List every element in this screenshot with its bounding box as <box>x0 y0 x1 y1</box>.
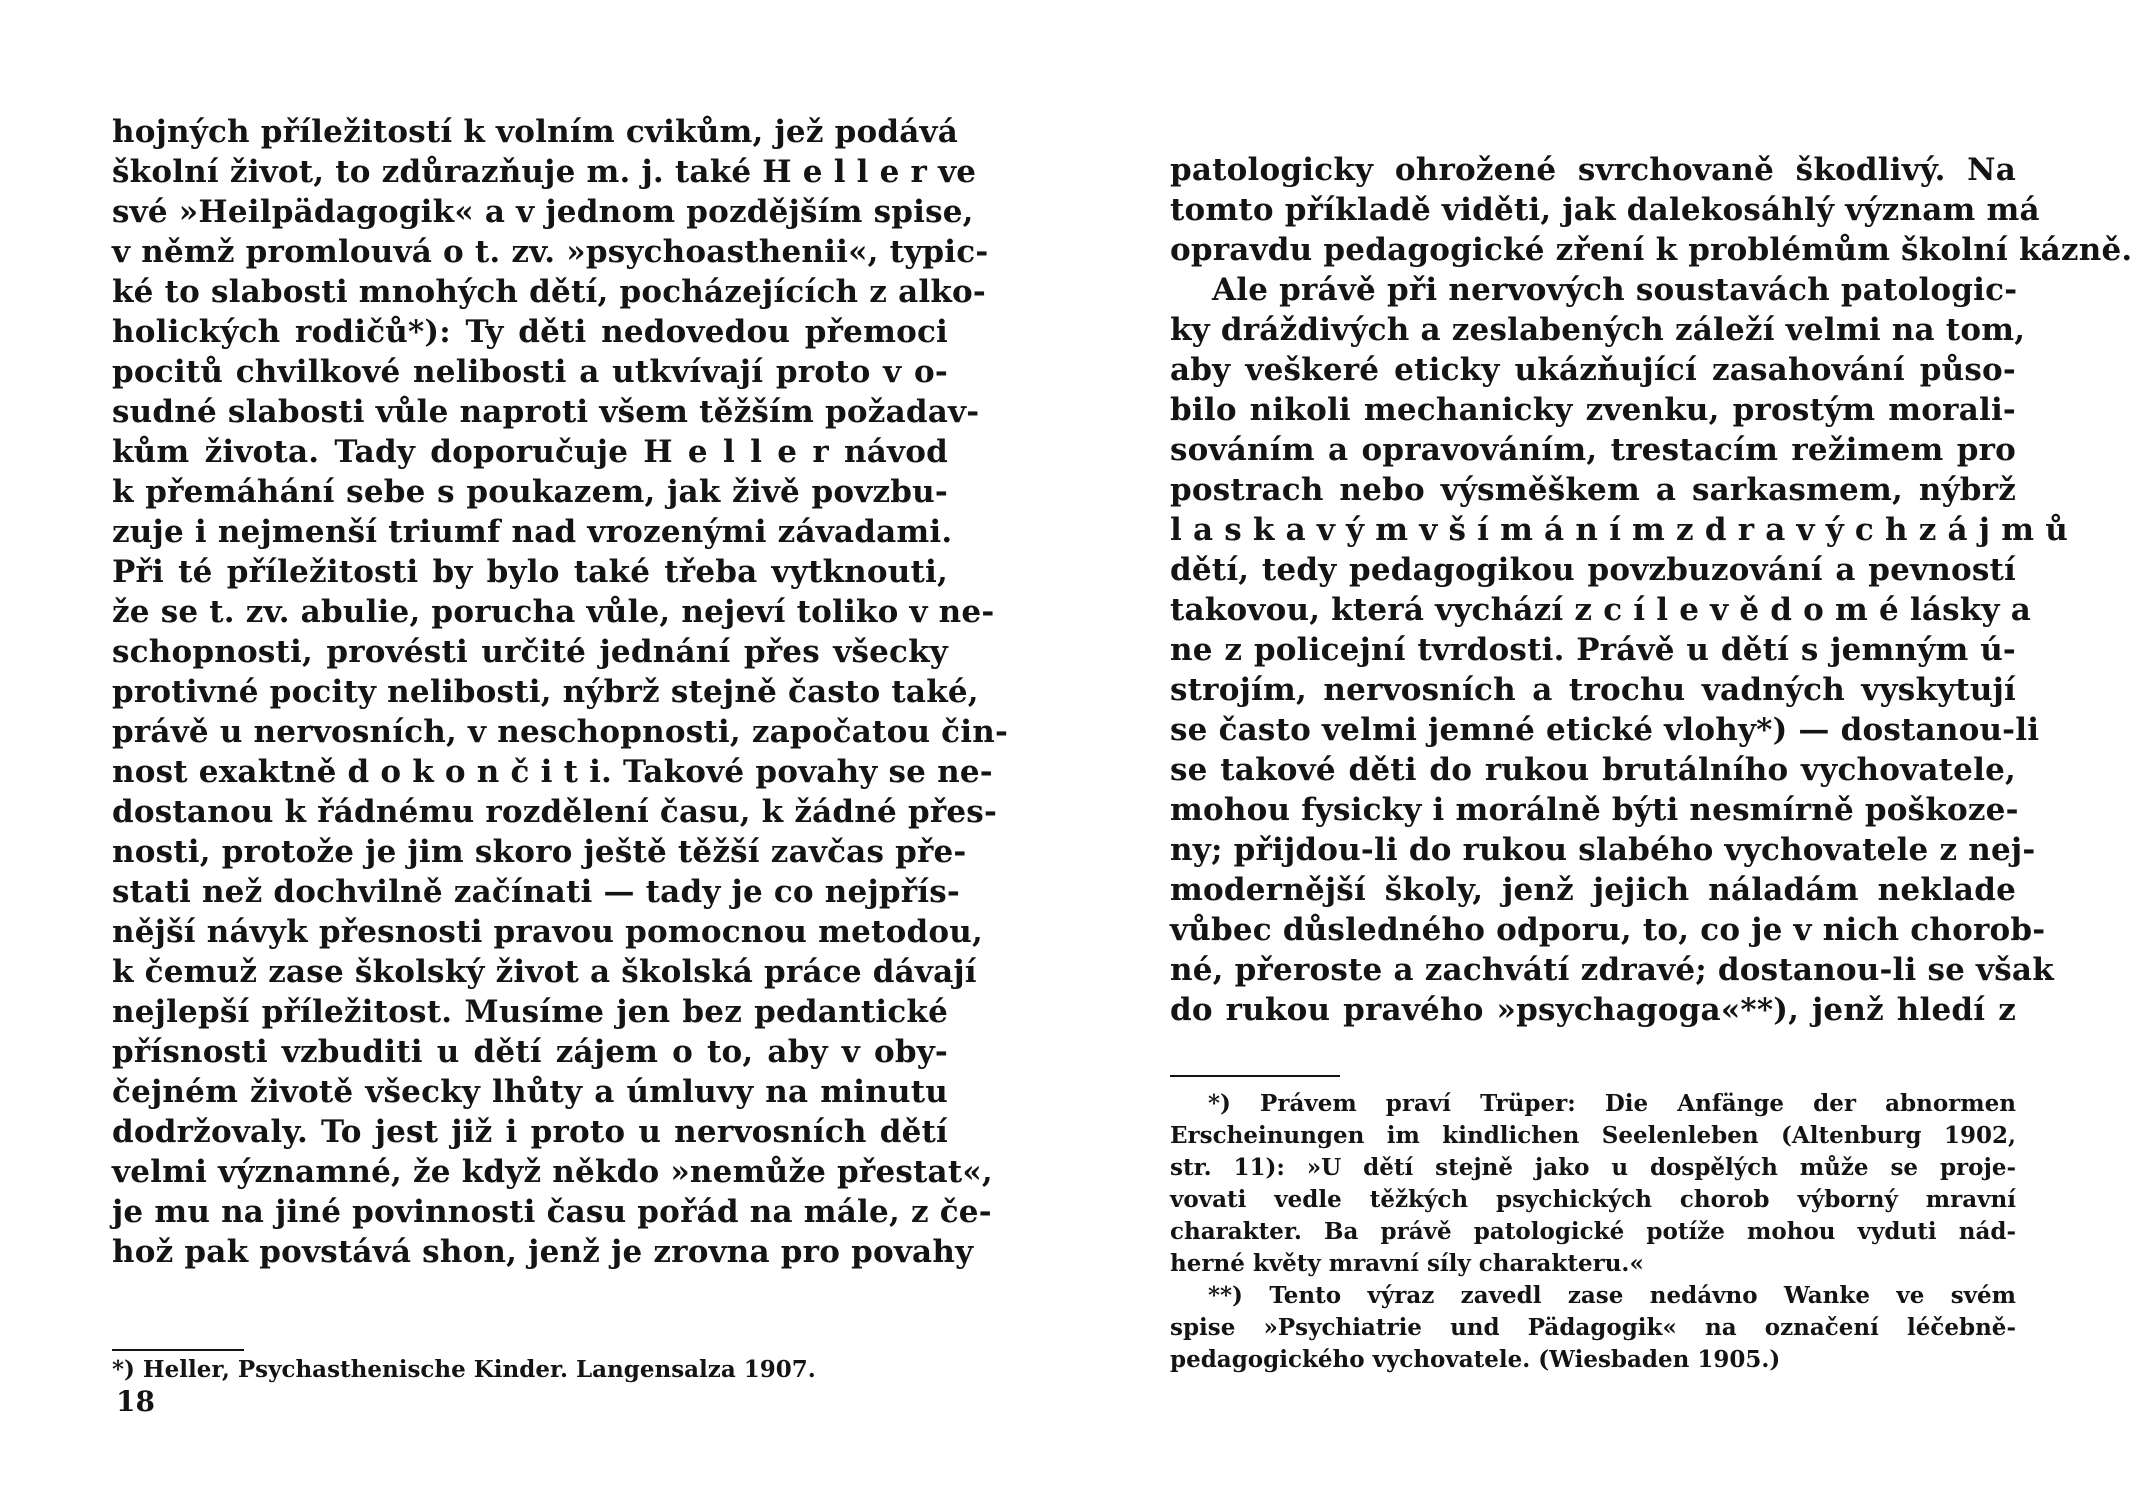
text-line: pocitů chvilkové nelibosti a utkvívají proto v o- <box>112 354 948 390</box>
text-line: své »Heilpädagogik« a v jednom pozdějším spise, <box>112 194 974 230</box>
text-line: protivné pocity nelibosti, nýbrž stejně často také, <box>112 674 979 710</box>
footnote-divider <box>1170 1075 1340 1077</box>
footnote-line: herné květy mravní síly charakteru.« <box>1170 1250 1644 1277</box>
footnote-line: *) Právem praví Trüper: Die Anfänge der abnormen <box>1208 1090 2016 1117</box>
text-line: stati než dochvilně začínati — tady je co nejpřís- <box>112 874 960 910</box>
text-line: hož pak povstává shon, jenž je zrovna pro povahy <box>112 1234 974 1270</box>
text-line: sudné slabosti vůle naproti všem těžším požadav- <box>112 394 980 430</box>
text-line: ny; přijdou-li do rukou slabého vychovatele z nej- <box>1170 832 2036 868</box>
text-line: postrach nebo výsměškem a sarkasmem, nýbrž <box>1170 472 2016 508</box>
text-line: velmi významné, že když někdo »nemůže přestat«, <box>112 1154 993 1190</box>
text-line: se takové děti do rukou brutálního vychovatele, <box>1170 752 2016 788</box>
footnote-line: str. 11): »U dětí stejně jako u dospělých může se proje- <box>1170 1154 2016 1181</box>
text-line: Při té příležitosti by bylo také třeba vytknouti, <box>112 554 948 590</box>
text-line: ké to slabosti mnohých dětí, pocházejících z alko- <box>112 274 986 310</box>
right-body-text <box>1170 150 2132 1030</box>
footnote-line: pedagogického vychovatele. (Wiesbaden 1905.) <box>1170 1346 1781 1373</box>
text-line: takovou, která vychází z c í l e v ě d o m é lásky a <box>1170 592 2031 628</box>
footnote-line: **) Tento výraz zavedl zase nedávno Wanke ve svém <box>1208 1282 2016 1309</box>
text-line: opravdu pedagogické zření k problémům školní kázně. <box>1170 232 2132 268</box>
text-line: přísnosti vzbuditi u dětí zájem o to, aby v oby- <box>112 1034 948 1070</box>
text-line: nejlepší příležitost. Musíme jen bez pedantické <box>112 994 948 1030</box>
text-line: k čemuž zase školský život a školská práce dávají <box>112 954 977 990</box>
text-line: do rukou pravého »psychagoga«**), jenž hledí z <box>1170 992 2016 1028</box>
footnote-line: vovati vedle těžkých psychických chorob výborný mravní <box>1170 1186 2016 1213</box>
text-line: ky dráždivých a zeslabených záleží velmi na tom, <box>1170 312 2026 348</box>
left-footnotes <box>112 1354 948 1386</box>
text-line: se často velmi jemné etické vlohy*) — dostanou-li <box>1170 712 2040 748</box>
text-line: dodržovaly. To jest již i proto u nervosních dětí <box>112 1114 948 1150</box>
text-line: dostanou k řádnému rozdělení času, k žádné přes- <box>112 794 998 830</box>
text-line: bilo nikoli mechanicky zvenku, prostým morali- <box>1170 392 2016 428</box>
footnote-line: *) Heller, Psychasthenische Kinder. Langensalza 1907. <box>112 1356 816 1383</box>
page-number: 18 <box>116 1385 155 1418</box>
footnote-divider <box>112 1349 244 1351</box>
footnote-line: Erscheinungen im kindlichen Seelenleben (Altenburg 1902, <box>1170 1122 2016 1149</box>
text-line: že se t. zv. abulie, porucha vůle, nejeví toliko v ne- <box>112 594 995 630</box>
text-line: školní život, to zdůrazňuje m. j. také H e l l e r ve <box>112 154 977 190</box>
text-line: né, přeroste a zachvátí zdravé; dostanou-li se však <box>1170 952 2054 988</box>
footnote-line: charakter. Ba právě patologické potíže mohou vyduti nád- <box>1170 1218 2016 1245</box>
text-line: holických rodičů*): Ty děti nedovedou přemoci <box>112 314 948 350</box>
text-line: Ale právě při nervových soustavách patologic- <box>1212 272 2018 308</box>
text-line: modernější školy, jenž jejich náladám neklade <box>1170 872 2016 908</box>
text-line: k přemáhání sebe s poukazem, jak živě povzbu- <box>112 474 948 510</box>
text-line: ne z policejní tvrdosti. Právě u dětí s jemným ú- <box>1170 632 2016 668</box>
right-footnotes <box>1170 1088 2016 1376</box>
text-line: nější návyk přesnosti pravou pomocnou metodou, <box>112 914 983 950</box>
text-line: schopnosti, provésti určité jednání přes všecky <box>112 634 948 670</box>
left-page <box>0 0 1052 1500</box>
text-line: čejném životě všecky lhůty a úmluvy na minutu <box>112 1074 948 1110</box>
text-line: mohou fysicky i morálně býti nesmírně poškoze- <box>1170 792 2019 828</box>
text-line: dětí, tedy pedagogikou povzbuzování a pevností <box>1170 552 2016 588</box>
text-line: tomto příkladě viděti, jak dalekosáhlý význam má <box>1170 192 2040 228</box>
text-line: právě u nervosních, v neschopnosti, započatou čin- <box>112 714 1009 750</box>
text-line: nosti, protože je jim skoro ještě těžší zavčas pře- <box>112 834 967 870</box>
text-line: nost exaktně d o k o n č i t i. Takové povahy se ne- <box>112 754 993 790</box>
footnote-line: spise »Psychiatrie und Pädagogik« na označení léčebně- <box>1170 1314 2016 1341</box>
left-body-text <box>112 112 1009 1272</box>
text-line: hojných příležitostí k volním cvikům, jež podává <box>112 114 959 150</box>
text-line: vůbec důsledného odporu, to, co je v nich chorob- <box>1170 912 2046 948</box>
text-line: zuje i nejmenší triumf nad vrozenými závadami. <box>112 514 953 550</box>
text-line: patologicky ohrožené svrchovaně škodlivý. Na <box>1170 152 2016 188</box>
text-line: v němž promlouvá o t. zv. »psychoasthenii«, typic- <box>112 234 989 270</box>
right-page <box>1052 0 2132 1500</box>
text-line: aby veškeré eticky ukázňující zasahování půso- <box>1170 352 2016 388</box>
text-line: strojím, nervosních a trochu vadných vyskytují <box>1170 672 2016 708</box>
text-line: kům života. Tady doporučuje H e l l e r návod <box>112 434 948 470</box>
text-line: sováním a opravováním, trestacím režimem pro <box>1170 432 2016 468</box>
text-line: l a s k a v ý m v š í m á n í m z d r a v ý c h z á j m ů <box>1170 512 2068 548</box>
text-line: je mu na jiné povinnosti času pořád na mále, z če- <box>112 1194 992 1230</box>
